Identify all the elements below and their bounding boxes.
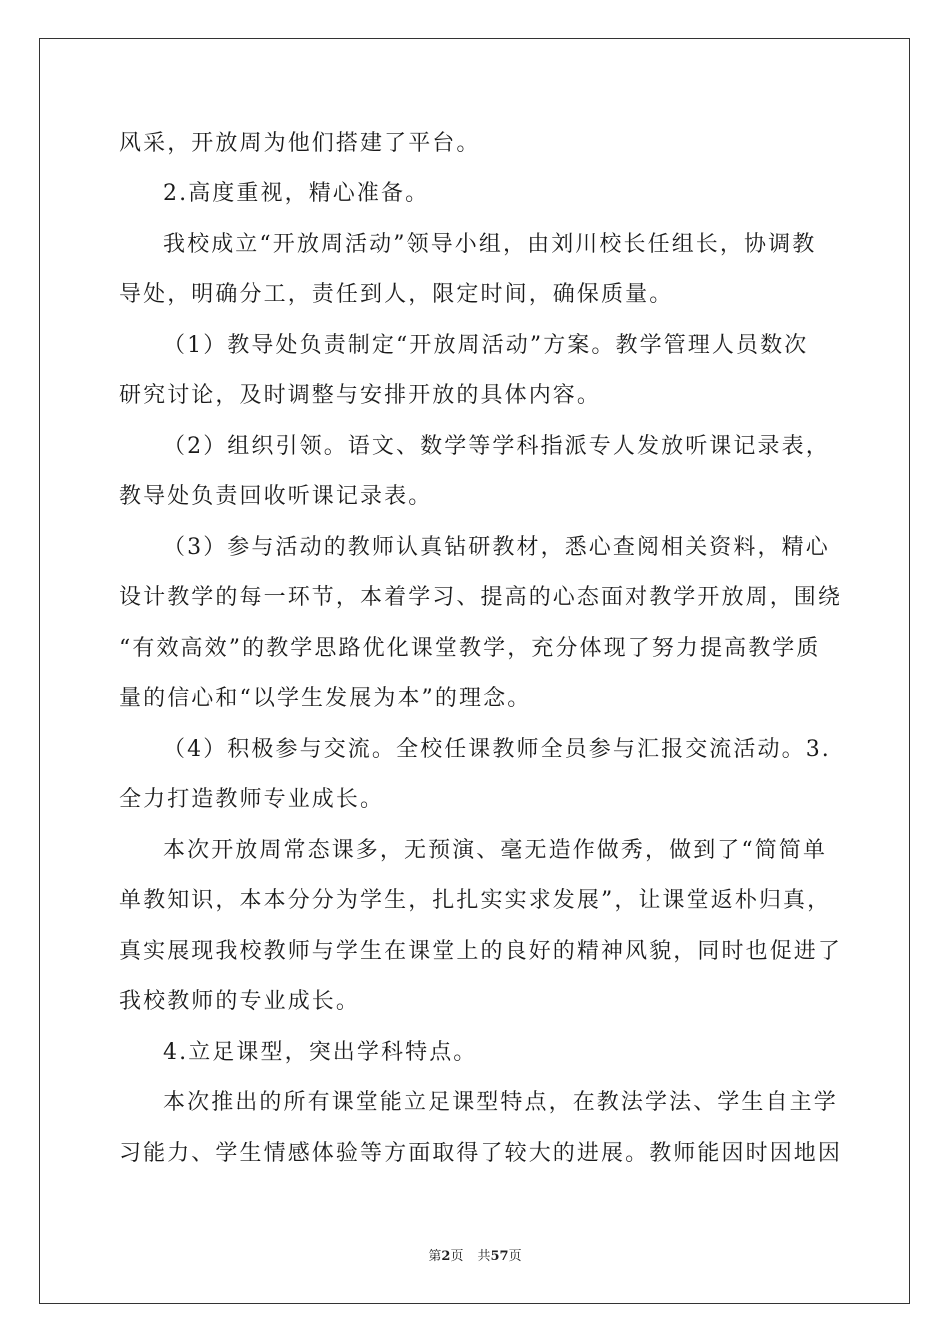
page-number: 2 [441, 1249, 451, 1264]
text-line: 本次开放周常态课多，无预演、毫无造作做秀，做到了“简简单 [163, 838, 828, 863]
text-line: （1）教导处负责制定“开放周活动”方案。教学管理人员数次 [163, 333, 809, 358]
text-line: 量的信心和“以学生发展为本”的理念。 [119, 686, 532, 711]
text-line: 我校教师的专业成长。 [119, 989, 361, 1014]
text-line: （3）参与活动的教师认真钻研教材，悉心查阅相关资料，精心 [163, 535, 830, 560]
total-pages: 57 [490, 1249, 509, 1264]
text-line: 教导处负责回收听课记录表。 [119, 484, 433, 509]
text-line: 习能力、学生情感体验等方面取得了较大的进展。教师能因时因地因 [119, 1141, 843, 1166]
text-line: 全力打造教师专业成长。 [119, 787, 385, 812]
text-line: 本次推出的所有课堂能立足课型特点，在教法学法、学生自主学 [163, 1090, 838, 1115]
text-line: （2）组织引领。语文、数学等学科指派专人发放听课记录表， [163, 434, 830, 459]
text-line: 设计教学的每一环节，本着学习、提高的心态面对教学开放周，围绕 [119, 585, 843, 610]
total-label-suffix: 页 [508, 1249, 522, 1264]
text-line: 研究讨论，及时调整与安排开放的具体内容。 [119, 383, 602, 408]
text-line: （4）积极参与交流。全校任课教师全员参与汇报交流活动。3. [163, 737, 831, 762]
section-heading: 2.高度重视，精心准备。 [163, 181, 430, 206]
text-line: “有效高效”的教学思路优化课堂教学，充分体现了努力提高教学质 [119, 636, 821, 661]
page-footer [0, 1248, 950, 1266]
page-label-prefix: 第 [428, 1249, 442, 1264]
page-label-suffix: 页 [450, 1249, 464, 1264]
text-line: 风采，开放周为他们搭建了平台。 [119, 131, 481, 156]
section-heading: 4.立足课型，突出学科特点。 [163, 1040, 478, 1065]
text-line: 导处，明确分工，责任到人，限定时间，确保质量。 [119, 282, 674, 307]
text-line: 真实展现我校教师与学生在课堂上的良好的精神风貌，同时也促进了 [119, 939, 843, 964]
total-label-prefix: 共 [477, 1249, 491, 1264]
text-line: 我校成立“开放周活动”领导小组，由刘川校长任组长，协调教 [163, 232, 817, 257]
text-line: 单教知识，本本分分为学生，扎扎实实求发展”，让课堂返朴归真， [119, 888, 832, 913]
